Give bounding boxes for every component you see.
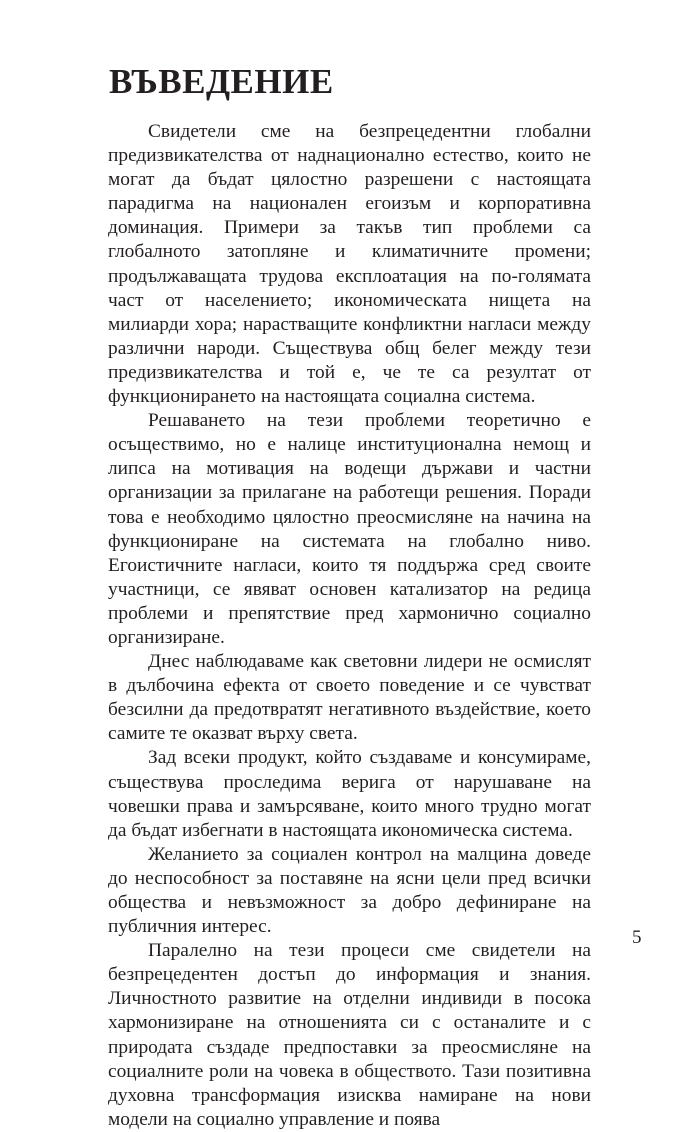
- paragraph-1: Свидетели сме на безпрецедентни глобални предизвикателства от наднационално естество, които не могат да бъдат цялостно разрешени с настоящата парадигма на национален егоизъм и корпоративна доминация. Примери за такъв тип проблеми са глобалното затопляне и климатичните промени; продължаващата трудова експлоатация на по-голямата част от населението; икономическата нищета на милиарди хора; нарастващите конфликтни нагласи между различни народи. Съществува общ белег между тези предизвикателства и той е, че те са резултат от функционирането на настоящата социална система.: [108, 121, 591, 408]
- paragraph-2: Решаването на тези проблеми теоретично е осъществимо, но е налице институционална немощ и липса на мотивация на водещи държави и частни организации за прилагане на работещи решения. Поради това е необходимо цялостно преосмисляне на начина на функциониране на системата на глобално ниво. Егоистичните нагласи, които тя поддържа сред своите участници, се явяват основен катализатор на редица проблеми и препятствие пред хармонично социално организиране.: [108, 410, 591, 648]
- paragraph-5: Желанието за социален контрол на малцина доведе до неспособност за поставяне на ясни цели пред всички общества и невъзможност за добро дефиниране на публичния интерес.: [108, 843, 591, 938]
- page-number: 5: [632, 927, 642, 948]
- paragraph-4: Зад всеки продукт, който създаваме и консумираме, съществува проследима верига от нарушаване на човешки права и замърсяване, които много трудно могат да бъдат избегнати в настоящата икономическа система.: [108, 747, 591, 841]
- paragraph-3: Днес наблюдаваме как световни лидери не осмислят в дълбочина ефекта от своето поведение и се чувстват безсилни да предотвратят негативното въздействие, което самите те оказват върху света.: [108, 651, 591, 745]
- paragraph-6: Паралелно на тези процеси сме свидетели на безпрецедентен достъп до информация и знания. Личностното развитие на отделни индивиди в посока хармонизиране на отношенията си с останалите и с природата създаде предпоставки за преосмисляне на социалните роли на човека в обществото. Тази позитивна духовна трансформация изисква намиране на нови модели на социално управление и поява: [108, 940, 591, 1130]
- page-title: ВЪВЕДЕНИЕ: [109, 62, 334, 101]
- body-text: [108, 120, 591, 1132]
